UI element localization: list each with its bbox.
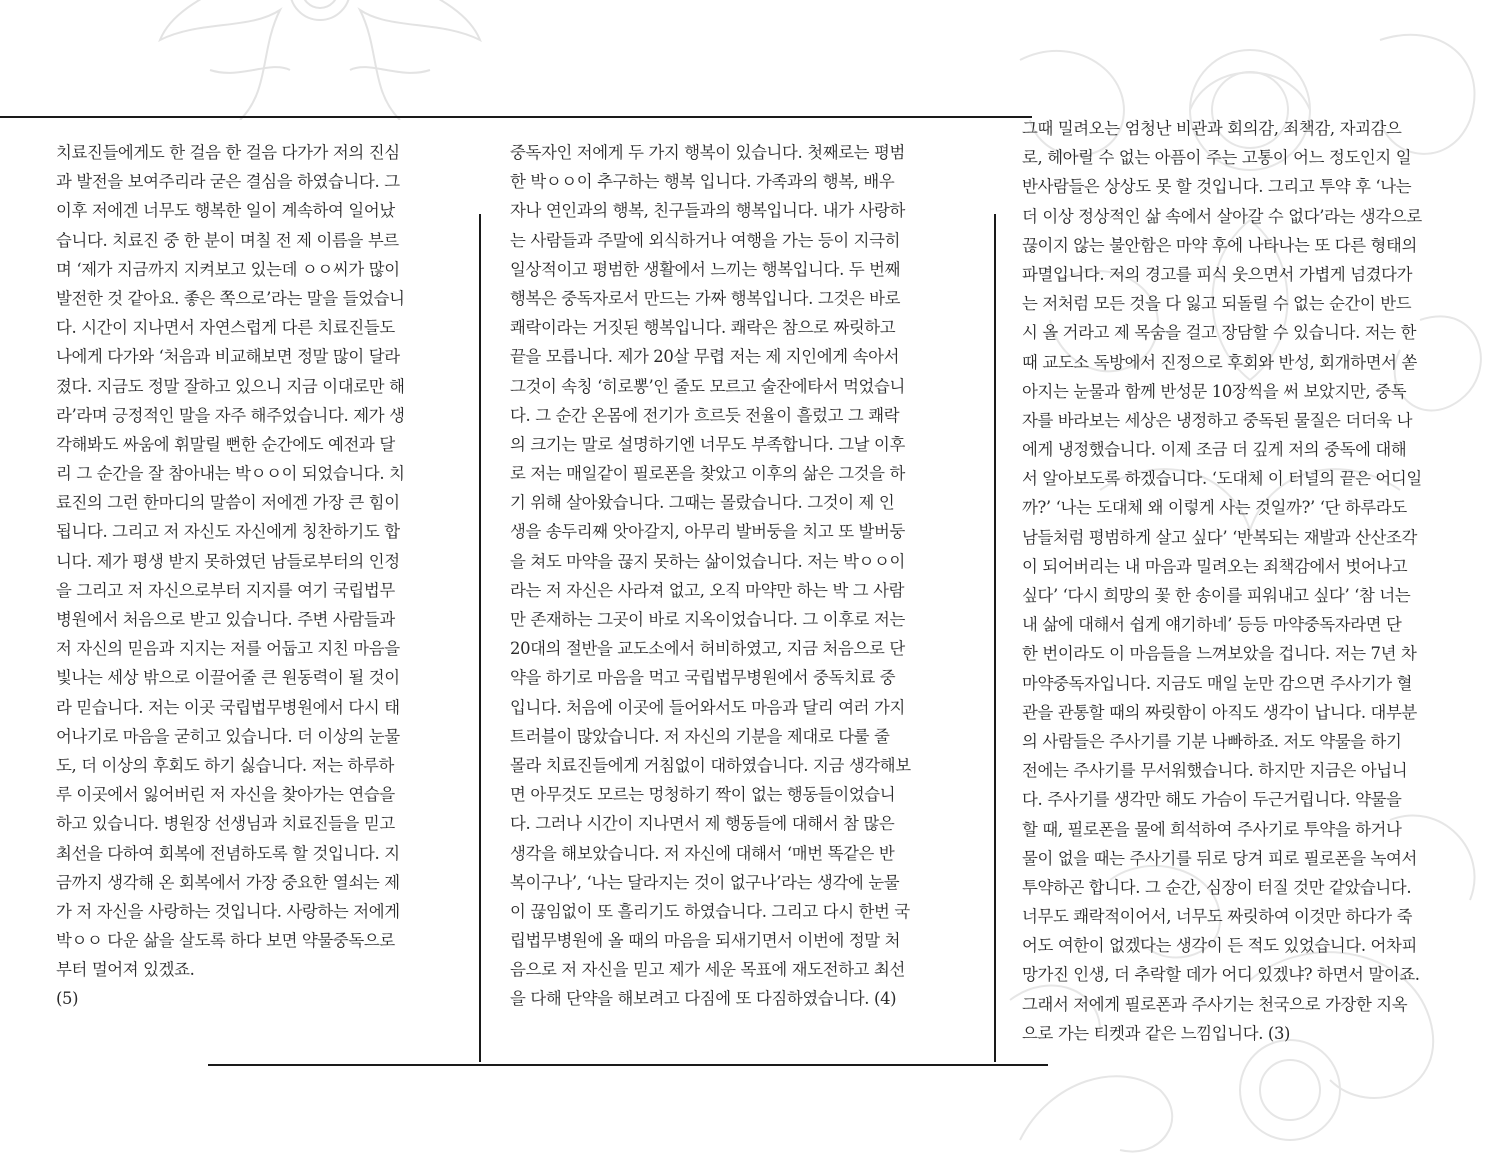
text-line: 각해봐도 싸움에 휘말릴 뻔한 순간에도 예전과 달: [56, 434, 395, 454]
text-line: 약을 하기로 마음을 먹고 국립법무병원에서 중독치료 중: [510, 668, 896, 688]
text-line: 투약하곤 합니다. 그 순간, 심장이 터질 것만 같았습니다.: [1022, 877, 1412, 897]
text-line: 라’라며 긍정적인 말을 자주 해주었습니다. 제가 생: [56, 405, 405, 425]
text-line: 다. 주사기를 생각만 해도 가슴이 두근거립니다. 약물을: [1022, 790, 1402, 810]
text-line: 트러블이 많았습니다. 저 자신의 기분을 제대로 다룰 줄: [510, 726, 890, 746]
top-rule: [0, 116, 1032, 118]
text-line: 금까지 생각해 온 회복에서 가장 중요한 열쇠는 제: [56, 872, 400, 892]
text-line: 도, 더 이상의 후회도 하기 싫습니다. 저는 하루하: [56, 755, 394, 775]
text-line: 입니다. 처음에 이곳에 들어와서도 마음과 달리 여러 가지: [510, 697, 905, 717]
text-line: 나에게 다가와 ‘처음과 비교해보면 정말 많이 달라: [56, 347, 400, 367]
text-line: 병원에서 처음으로 받고 있습니다. 주변 사람들과: [56, 610, 395, 629]
text-line: 을 쳐도 마약을 끊지 못하는 삶이었습니다. 저는 박ㅇㅇ이: [510, 551, 905, 571]
text-line: 너무도 쾌락적이어서, 너무도 짜릿하여 이것만 하다가 죽: [1022, 907, 1413, 927]
text-line: 자나 연인과의 행복, 친구들과의 행복입니다. 내가 사랑하: [510, 201, 905, 221]
text-line: 내 삶에 대해서 쉽게 얘기하네’ 등등 마약중독자라면 단: [1022, 615, 1402, 635]
text-line: 서 알아보도록 하겠습니다. ‘도대체 이 터널의 끝은 어디일: [1022, 469, 1422, 489]
text-line: 로, 헤아릴 수 없는 아픔이 주는 고통이 어느 정도인지 일: [1022, 148, 1412, 168]
text-line: 을 다해 단약을 해보려고 다짐에 또 다짐하였습니다. (4): [510, 989, 897, 1009]
text-line: 습니다. 치료진 중 한 분이 며칠 전 제 이름을 부르: [56, 230, 399, 250]
text-line: 망가진 인생, 더 추락할 데가 어디 있겠냐? 하면서 말이죠.: [1022, 965, 1420, 985]
column-left: [56, 138, 405, 1014]
text-line: 시 올 거라고 제 목숨을 걸고 장담할 수 있습니다. 저는 한: [1022, 323, 1417, 343]
text-line: 리 그 순간을 잘 참아내는 박ㅇㅇ이 되었습니다. 치: [56, 464, 405, 484]
text-line: 끝을 모릅니다. 제가 20살 무렵 저는 제 지인에게 속아서: [510, 347, 900, 367]
text-line: 졌다. 지금도 정말 잘하고 있으니 지금 이대로만 해: [56, 376, 405, 396]
text-line: 그때 밀려오는 엄청난 비관과 회의감, 죄책감, 자괴감으: [1022, 119, 1402, 138]
text-line: 관을 관통할 때의 짜릿함이 아직도 생각이 납니다. 대부분: [1022, 702, 1417, 722]
text-line: 이 끊임없이 또 흘리기도 하였습니다. 그리고 다시 한번 국: [510, 901, 910, 921]
text-line: 며 ‘제가 지금까지 지켜보고 있는데 ㅇㅇ씨가 많이: [56, 259, 400, 279]
text-line: 전에는 주사기를 무서워했습니다. 하지만 지금은 아닙니: [1022, 761, 1408, 781]
text-line: 어나기로 마음을 굳히고 있습니다. 더 이상의 눈물: [56, 726, 400, 746]
text-line: 몰라 치료진들에게 거침없이 대하였습니다. 지금 생각해보: [510, 755, 911, 775]
text-line: 저 자신의 믿음과 지지는 저를 어둡고 지친 마음을: [56, 639, 400, 659]
text-line: 박ㅇㅇ 다운 삶을 살도록 하다 보면 약물중독으로: [56, 931, 395, 951]
text-line: 더 이상 정상적인 삶 속에서 살아갈 수 없다’라는 생각으로: [1022, 206, 1422, 226]
text-line: (5): [56, 989, 79, 1009]
text-line: 한 박ㅇㅇ이 추구하는 행복 입니다. 가족과의 행복, 배우: [510, 172, 895, 192]
text-line: 로 저는 매일같이 필로폰을 찾았고 이후의 삶은 그것을 하: [510, 464, 905, 484]
text-line: 그래서 저에게 필로폰과 주사기는 천국으로 가장한 지옥: [1022, 994, 1408, 1014]
text-line: 다. 그 순간 온몸에 전기가 흐르듯 전율이 흘렀고 그 쾌락: [510, 405, 900, 425]
text-line: 립법무병원에 올 때의 마음을 되새기면서 이번에 정말 처: [510, 931, 901, 951]
bottom-rule: [208, 1064, 1048, 1066]
text-line: 치료진들에게도 한 걸음 한 걸음 다가가 저의 진심: [56, 143, 400, 162]
text-line: 싶다’ ‘다시 희망의 꽃 한 송이를 피워내고 싶다’ ‘참 너는: [1022, 586, 1411, 605]
text-line: 그것이 속칭 ‘히로뽕’인 줄도 모르고 술잔에타서 먹었습니: [510, 376, 905, 396]
text-line: 기 위해 살아왔습니다. 그때는 몰랐습니다. 그것이 제 인: [510, 493, 895, 513]
text-line: 빛나는 세상 밖으로 이끌어줄 큰 원동력이 될 것이: [56, 668, 400, 688]
text-line: 을 그리고 저 자신으로부터 지지를 여기 국립법무: [56, 580, 395, 600]
text-line: 의 사람들은 주사기를 기분 나빠하죠. 저도 약물을 하기: [1022, 731, 1402, 751]
text-line: 쾌락이라는 거짓된 행복입니다. 쾌락은 참으로 짜릿하고: [510, 318, 896, 338]
text-line: 반사람들은 상상도 못 할 것입니다. 그리고 투약 후 ‘나는: [1022, 177, 1412, 197]
text-line: 라는 저 자신은 사라져 없고, 오직 마약만 하는 박 그 사람: [510, 580, 905, 600]
text-line: 는 저처럼 모든 것을 다 잃고 되돌릴 수 없는 순간이 반드: [1022, 294, 1412, 314]
text-line: 니다. 제가 평생 받지 못하였던 남들로부터의 인정: [56, 551, 400, 571]
text-line: 다. 시간이 지나면서 자연스럽게 다른 치료진들도: [56, 318, 395, 338]
text-line: 20대의 절반을 교도소에서 허비하였고, 지금 처음으로 단: [510, 639, 905, 659]
text-line: 할 때, 필로폰을 물에 희석하여 주사기로 투약을 하거나: [1022, 819, 1402, 839]
text-line: 최선을 다하여 회복에 전념하도록 할 것입니다. 지: [56, 843, 400, 863]
text-line: 남들처럼 평범하게 살고 싶다’ ‘반복되는 재발과 산산조각: [1022, 527, 1417, 547]
text-line: 의 크기는 말로 설명하기엔 너무도 부족합니다. 그날 이후: [510, 434, 905, 454]
text-line: 행복은 중독자로서 만드는 가짜 행복입니다. 그것은 바로: [510, 288, 901, 308]
text-line: 됩니다. 그리고 저 자신도 자신에게 칭찬하기도 합: [56, 522, 400, 542]
text-line: 다. 그러나 시간이 지나면서 제 행동들에 대해서 참 많은: [510, 814, 895, 834]
text-line: 만 존재하는 그곳이 바로 지옥이었습니다. 그 이후로 저는: [510, 610, 905, 629]
column-divider-left: [479, 214, 481, 1062]
text-line: 까?’ ‘나는 도대체 왜 이렇게 사는 것일까?’ ‘단 하루라도: [1022, 498, 1407, 518]
text-line: 중독자인 저에게 두 가지 행복이 있습니다. 첫째로는 평범: [510, 143, 905, 162]
text-line: 발전한 것 같아요. 좋은 쪽으로’라는 말을 들었습니: [56, 288, 405, 308]
text-line: 마약중독자입니다. 지금도 매일 눈만 감으면 주사기가 혈: [1022, 673, 1413, 693]
text-line: 어도 여한이 없겠다는 생각이 든 적도 있었습니다. 어차피: [1022, 936, 1417, 956]
column-divider-right: [994, 214, 996, 1062]
text-line: 자를 바라보는 세상은 냉정하고 중독된 물질은 더더욱 나: [1022, 410, 1413, 430]
text-line: 면 아무것도 모르는 멍청하기 짝이 없는 행동들이었습니: [510, 785, 896, 805]
text-line: 아지는 눈물과 함께 반성문 10장씩을 써 보았지만, 중독: [1022, 381, 1407, 401]
text-line: 과 발전을 보여주리라 굳은 결심을 하였습니다. 그: [56, 172, 400, 192]
text-line: 이 되어버리는 내 마음과 밀려오는 죄책감에서 벗어나고: [1022, 556, 1408, 576]
text-line: 가 저 자신을 사랑하는 것입니다. 사랑하는 저에게: [56, 901, 400, 921]
text-line: 끊이지 않는 불안함은 마약 후에 나타나는 또 다른 형태의: [1022, 235, 1417, 255]
text-line: 파멸입니다. 저의 경고를 피식 웃으면서 가볍게 넘겼다가: [1022, 264, 1413, 284]
text-line: 물이 없을 때는 주사기를 뒤로 당겨 피로 필로폰을 녹여서: [1022, 848, 1417, 868]
text-line: 때 교도소 독방에서 진정으로 후회와 반성, 회개하면서 쏟: [1022, 352, 1417, 372]
text-line: 이후 저에겐 너무도 행복한 일이 계속하여 일어났: [56, 201, 395, 221]
column-right: [1022, 114, 1422, 1048]
text-line: 한 번이라도 이 마음들을 느껴보았을 겁니다. 저는 7년 차: [1022, 644, 1417, 664]
text-line: 부터 멀어져 있겠죠.: [56, 960, 195, 980]
column-middle: [510, 138, 911, 1014]
text-line: 으로 가는 티켓과 같은 느낌입니다. (3): [1022, 1023, 1291, 1043]
text-line: 하고 있습니다. 병원장 선생님과 치료진들을 믿고: [56, 814, 395, 834]
text-line: 음으로 저 자신을 믿고 제가 세운 목표에 재도전하고 최선: [510, 960, 905, 980]
text-line: 생각을 해보았습니다. 저 자신에 대해서 ‘매번 똑같은 반: [510, 843, 895, 863]
text-line: 료진의 그런 한마디의 말씀이 저에겐 가장 큰 힘이: [56, 493, 400, 513]
text-line: 루 이곳에서 잃어버린 저 자신을 찾아가는 연습을: [56, 785, 395, 805]
text-line: 복이구나’, ‘나는 달라지는 것이 없구나’라는 생각에 눈물: [510, 872, 900, 892]
floral-ornament-top-left-icon: [120, 0, 520, 120]
text-line: 일상적이고 평범한 생활에서 느끼는 행복입니다. 두 번째: [510, 259, 901, 279]
text-line: 는 사람들과 주말에 외식하거나 여행을 가는 등이 지극히: [510, 230, 901, 250]
text-line: 에게 냉정했습니다. 이제 조금 더 깊게 저의 중독에 대해: [1022, 440, 1407, 460]
text-line: 라 믿습니다. 저는 이곳 국립법무병원에서 다시 태: [56, 697, 400, 717]
text-line: 생을 송두리째 앗아갈지, 아무리 발버둥을 치고 또 발버둥: [510, 522, 905, 542]
